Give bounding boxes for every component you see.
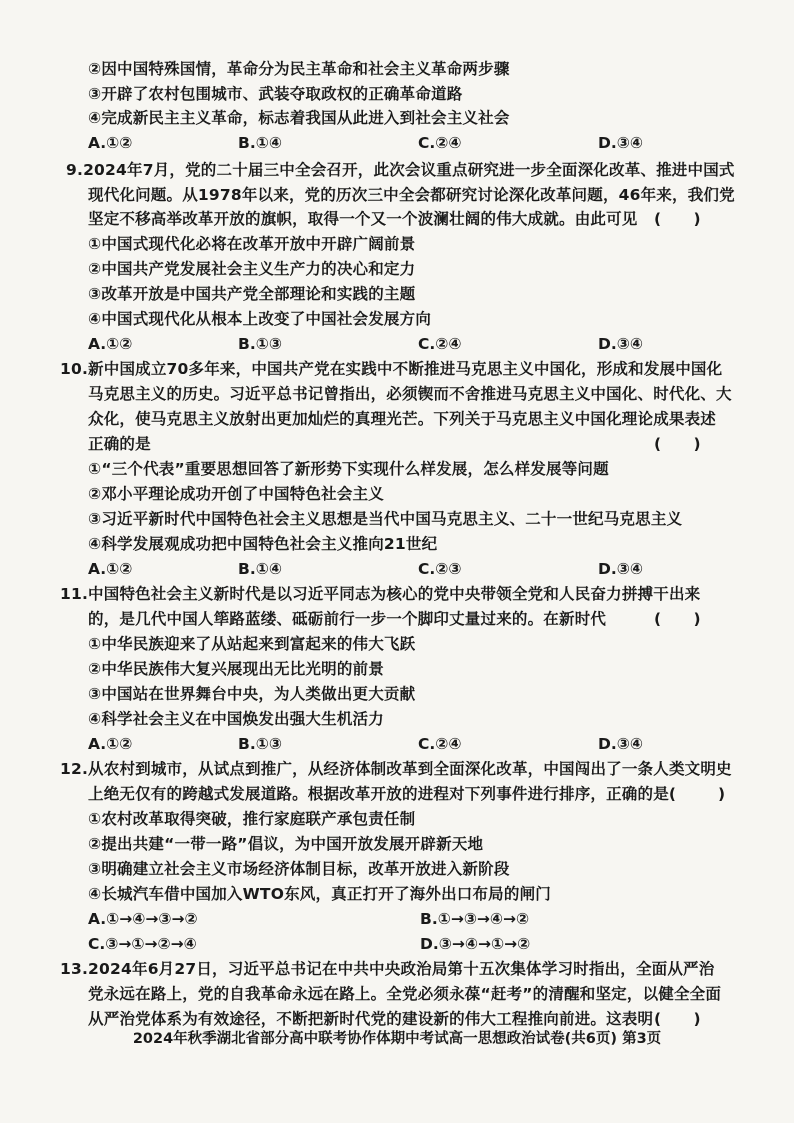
text-line: 上绝无仅有的跨越式发展道路。根据改革开放的进程对下列事件进行排序，正确的是( — [88, 785, 677, 803]
answer-bracket: ) — [718, 785, 726, 803]
option-choice: A.①② — [88, 335, 133, 353]
option-choice: B.①④ — [238, 134, 282, 152]
text-line: ②邓小平理论成功开创了中国特色社会主义 — [88, 485, 384, 503]
text-line: 11.中国特色社会主义新时代是以习近平同志为核心的党中央带领全党和人民奋力拼搏干出来 — [60, 585, 701, 603]
option-choice: A.①② — [88, 134, 133, 152]
text-line: 马克思主义的历史。习近平总书记曾指出，必须锲而不舍推进马克思主义中国化、时代化、大 — [88, 385, 732, 403]
text-line: 坚定不移高举改革开放的旗帜，取得一个又一个波澜壮阔的伟大成就。由此可见 — [88, 210, 638, 228]
option-choice: D.③④ — [598, 335, 644, 353]
text-line: 正确的是 — [88, 435, 151, 453]
text-line: 从严治党体系为有效途径，不断把新时代党的建设新的伟大工程推向前进。这表明 — [88, 1010, 654, 1028]
text-line: ②中华民族伟大复兴展现出无比光明的前景 — [88, 660, 384, 678]
answer-bracket: ( ) — [654, 610, 701, 628]
text-line: ②因中国特殊国情，革命分为民主革命和社会主义革命两步骤 — [88, 60, 510, 78]
text-line: ②提出共建“一带一路”倡议，为中国开放发展开辟新天地 — [88, 835, 484, 853]
text-line: 现代化问题。从1978年以来，党的历次三中全会都研究讨论深化改革问题，46年来，我们党 — [88, 186, 735, 204]
text-line: 9.2024年7月，党的二十届三中全会召开，此次会议重点研究进一步全面深化改革、推进中国式 — [66, 161, 735, 179]
option-choice: A.①② — [88, 735, 133, 753]
option-choice: A.①② — [88, 560, 133, 578]
text-line: ④中国式现代化从根本上改变了中国社会发展方向 — [88, 310, 432, 328]
option-choice: C.②④ — [418, 335, 462, 353]
text-line: 10.新中国成立70多年来，中国共产党在实践中不断推进马克思主义中国化，形成和发展中国化 — [60, 360, 723, 378]
text-line: 13.2024年6月27日，习近平总书记在中共中央政治局第十五次集体学习时指出，全面从严治 — [60, 960, 715, 978]
option-choice: D.③④ — [598, 134, 644, 152]
text-line: ③明确建立社会主义市场经济体制目标，改革开放进入新阶段 — [88, 860, 510, 878]
text-line: ③习近平新时代中国特色社会主义思想是当代中国马克思主义、二十一世纪马克思主义 — [88, 510, 683, 528]
option-choice: B.①③ — [238, 335, 282, 353]
option-choice: D.③④ — [598, 735, 644, 753]
text-line: ③中国站在世界舞台中央，为人类做出更大贡献 — [88, 685, 416, 703]
text-line: 的，是几代中国人筚路蓝缕、砥砺前行一步一个脚印丈量过来的。在新时代 — [88, 610, 607, 628]
answer-bracket: ( ) — [654, 435, 701, 453]
option-choice: D.③→④→①→② — [420, 935, 531, 953]
option-choice: D.③④ — [598, 560, 644, 578]
page-footer: 2024年秋季湖北省部分高中联考协作体期中考试高一思想政治试卷(共6页) 第3页 — [132, 1031, 662, 1047]
option-choice: C.③→①→②→④ — [88, 935, 197, 953]
option-choice: C.②④ — [418, 735, 462, 753]
answer-bracket: ( ) — [654, 1010, 701, 1028]
text-line: ②中国共产党发展社会主义生产力的决心和定力 — [88, 260, 416, 278]
text-line: ④长城汽车借中国加入WTO东风，真正打开了海外出口布局的闸门 — [88, 885, 551, 903]
text-line: ①农村改革取得突破，推行家庭联产承包责任制 — [88, 810, 416, 828]
text-line: ④科学发展观成功把中国特色社会主义推向21世纪 — [88, 535, 438, 553]
option-choice: B.①④ — [238, 560, 282, 578]
option-choice: A.①→④→③→② — [88, 910, 198, 928]
text-line: 12.从农村到城市，从试点到推广，从经济体制改革到全面深化改革，中国闯出了一条人类文明史 — [60, 760, 732, 778]
option-choice: C.②④ — [418, 134, 462, 152]
text-line: ④完成新民主主义革命，标志着我国从此进入到社会主义社会 — [88, 109, 510, 127]
text-line: ①中国式现代化必将在改革开放中开辟广阔前景 — [88, 235, 416, 253]
text-line: ③开辟了农村包围城市、武装夺取政权的正确革命道路 — [88, 85, 463, 103]
option-choice: B.①→③→④→② — [420, 910, 530, 928]
text-line: ①中华民族迎来了从站起来到富起来的伟大飞跃 — [88, 635, 416, 653]
text-line: 众化，使马克思主义放射出更加灿烂的真理光芒。下列关于马克思主义中国化理论成果表述 — [88, 410, 717, 428]
text-line: ①“三个代表”重要思想回答了新形势下实现什么样发展，怎么样发展等问题 — [88, 460, 609, 478]
answer-bracket: ( ) — [654, 210, 701, 228]
text-line: ③改革开放是中国共产党全部理论和实践的主题 — [88, 285, 416, 303]
text-line: ④科学社会主义在中国焕发出强大生机活力 — [88, 710, 384, 728]
option-choice: C.②③ — [418, 560, 462, 578]
option-choice: B.①③ — [238, 735, 282, 753]
text-line: 党永远在路上，党的自我革命永远在路上。全党必须永葆“赶考”的清醒和坚定，以健全全面 — [88, 985, 722, 1003]
